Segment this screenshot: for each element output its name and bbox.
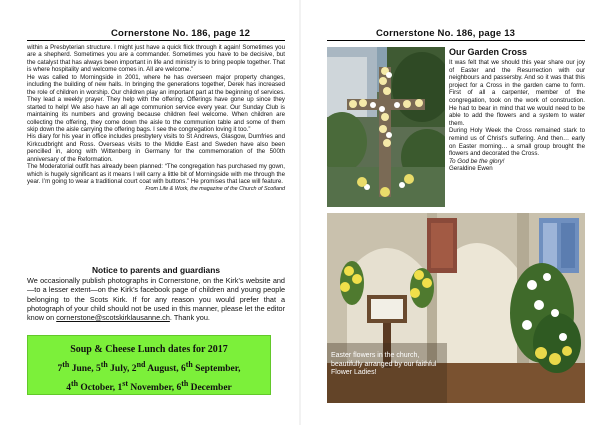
garden-cross-paragraph-2: During Holy Week the Cross remained stark to remind us of Christ’s suffering. And then… early on Easter morning… a small group brought the flowers and decorated the Cross.: [449, 127, 585, 158]
garden-cross-photo: [327, 47, 445, 207]
garden-cross-signature: Geraldine Ewen: [449, 165, 493, 173]
article-paragraph: His diary for his year in office includes presbytery visits to St Andrews, Glasgow, Dumfries and Kirkcudbright and Ross. Overseas visits to the Middle East and Sweden have also been pencilled in, along with Wittenberg in Germany for the commemoration of the 500th anniversary of the Reformation.: [27, 133, 285, 163]
garden-cross-article: [449, 47, 585, 173]
notice-body: [27, 276, 285, 322]
notice-end: . Thank you.: [169, 313, 210, 323]
notice-text: We occasionally publish photographs in Cornerstone, on the Kirk’s website and—to a lesser extent—on the Kirk’s facebook page of children and young people belonging to the Scots Kirk. If for any reason you would prefer that a photograph of your child should not be used in this manner, please let the editor know on: [27, 276, 285, 323]
garden-cross-image: [327, 47, 445, 207]
page-13-header-rule: [327, 40, 585, 41]
lunch-dates-title: Soup & Cheese Lunch dates for 2017: [70, 344, 228, 355]
page-12-header: Cornerstone No. 186, page 12: [111, 28, 251, 39]
page-12-header-rule: [27, 40, 285, 41]
editor-email-link[interactable]: cornerstone@scotskirklausanne.ch: [56, 313, 170, 323]
article-paragraph: The Moderatorial outfit has already been planned: “The congregation has purchased my gown, which is hugely significant as it means I will carry a little bit of Morningside with me through the year. I’m going to wear a traditional court coat with buttons.” He promises that lace will feature.: [27, 163, 285, 186]
notice-title: Notice to parents and guardians: [92, 265, 220, 275]
lunch-dates-line-1: 7th June, 5th July, 2nd August, 6th September,: [57, 360, 241, 375]
page-gutter: [299, 0, 301, 425]
lunch-dates-line-2: 4th October, 1st November, 6th December: [66, 379, 232, 394]
page-13-header: Cornerstone No. 186, page 13: [376, 28, 516, 39]
lunch-dates-box: [27, 335, 271, 395]
article-paragraph: within a Presbyterian structure. I might just have a quick flick through it again! Sometimes you are a shepherd. Sometimes you are a commander. Sometimes you have to be decisive, but the catalyst that has always been important in life and ministry is to bring people together. That is where hospitality and welcome comes in. All are welcome.”: [27, 44, 285, 74]
article-paragraph: He was called to Morningside in 2001, where he has overseen major property changes, including the building of new halls. In bringing the generations together, Derek has increased the role of children in worship. Our children play an important part at the beginning of services. They lead a weekly prayer. They help with the offering. Offerings have gone up since they started to help! We also have an all age communion service every year. Our Sunday Club is maintaining its numbers and growing because children feel welcome. When children are collecting the offering, they come down the aisle to the communion table and some of them skip down the aisle carrying the offering bags. I see the congregation loving it too.”: [27, 73, 285, 133]
church-flowers-caption: Easter flowers in the church, beautifully arranged by our faithful Flower Ladies!: [331, 352, 437, 377]
garden-cross-paragraph-1: It was felt that we should this year share our joy of Easter and the Resurrection with our neighbours and passersby. And so it was that this project for a Cross in the garden came to form. First of all a carpenter, member of the congregation, took on the work of construction. He had to bear in mind that we would need to be able to add the flowers and a system to water them.: [449, 59, 585, 127]
garden-cross-italic-line: To God be the glory!: [449, 157, 505, 165]
article-credit: From Life & Work, the magazine of the Church of Scotland: [145, 185, 285, 192]
moderator-article: [27, 44, 285, 193]
garden-cross-title: Our Garden Cross: [449, 47, 528, 57]
